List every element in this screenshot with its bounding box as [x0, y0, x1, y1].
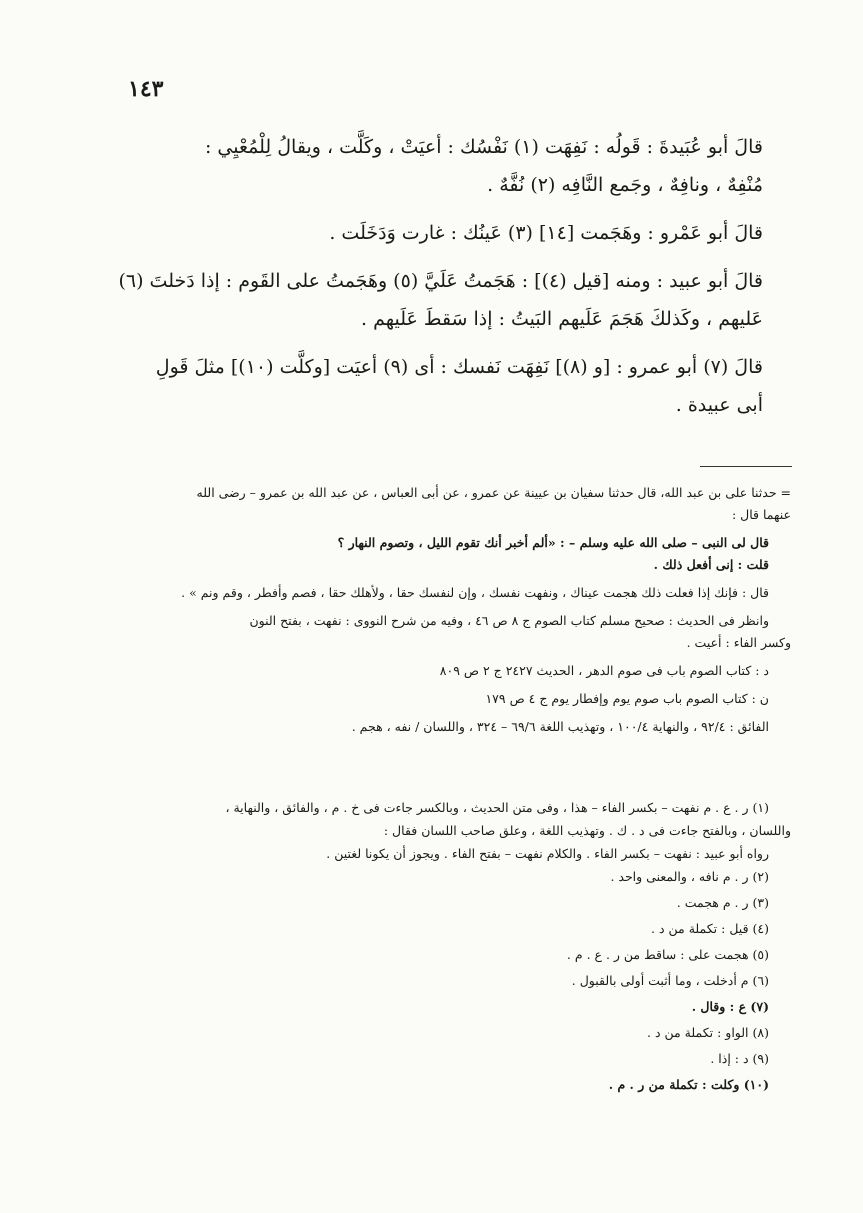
main-line: قالَ (٧) أبو عمرو : [و (٨)] نَفِهَت نَفسك : أى (٩) أعيَت [وكلَّت (١٠)] مثلَ قَولِ	[155, 356, 763, 378]
footnote-line: = حدثنا على بن عبد الله، قال حدثنا سفيان بن عيينة عن عمرو ، عن أبى العباس ، عن عبد الله بن عمرو – رضى الله	[196, 485, 791, 500]
main-line: عَليهم ، وكَذلكَ هَجَمَ عَلَيهم البَيتُ : إذا سَقطَ عَلَيهم .	[361, 308, 763, 330]
footnote-line: ن : كتاب الصوم باب صوم يوم وإفطار يوم ج ٤ ص ١٧٩	[485, 691, 769, 706]
variant-notes-block	[100, 796, 791, 1096]
note-line: (٦) م أدخلت ، وما أثبت أولى بالقبول .	[571, 973, 769, 988]
main-line: قالَ أبو عَمْرو : وهَجَمت [١٤] (٣) عَينُك : غارت وَدَخَلَت .	[329, 222, 763, 244]
footnote-line: وكسر الفاء : أعيت .	[686, 635, 791, 650]
note-line: واللسان ، وبالفتح جاءت فى د . ك . وتهذيب اللغة ، وعلق صاحب اللسان فقال :	[383, 823, 791, 838]
footnote-line: وانظر فى الحديث : صحيح مسلم كتاب الصوم ج ٨ ص ٤٦ ، وفيه من شرح النووى : نفهت ، بفتح النون	[249, 613, 769, 628]
note-line: (٥) هجمت على : ساقط من ر . ع . م .	[566, 947, 769, 962]
main-line: أبى عبيدة .	[675, 394, 763, 416]
hadith-footnote-block	[100, 482, 791, 738]
footnote-line: قال : فإنك إذا فعلت ذلك هجمت عيناك ، ونفهت نفسك ، وإن لنفسك حقا ، ولأهلك حقا ، فصم وأفطر ، وقم ونم » .	[181, 585, 769, 600]
note-line: (١) ر . ع . م نفهت – بكسر الفاء – هذا ، وفى متن الحديث ، وبالكسر جاءت فى خ . م ، والفائق ، والنهاية ،	[225, 800, 769, 815]
footnote-line: عنهما قال :	[731, 507, 791, 522]
main-line: قالَ أبو عُبَيدةَ : قَولُه : نَفِهَت (١) نَفْسُك : أعيَتْ ، وكَلَّت ، ويقالُ لِلْمُعْيِي :	[204, 136, 763, 158]
main-text-block	[100, 128, 763, 424]
note-line: رواه أبو عبيد : نفهت – بكسر الفاء . والكلام نفهت – بفتح الفاء . ويجوز أن يكونا لغتين .	[326, 846, 769, 861]
note-line: (٧) ع : وقال .	[691, 999, 769, 1014]
main-line: قالَ أبو عبيد : ومنه [قيل (٤)] : هَجَمتُ عَلَيَّ (٥) وهَجَمتُ على القَوم : إذا دَخلتَ (٦)	[118, 270, 763, 292]
note-line: (٤) قيل : تكملة من د .	[651, 921, 769, 936]
note-line: (٢) ر . م نافه ، والمعنى واحد .	[610, 869, 769, 884]
footnote-divider	[700, 466, 792, 467]
note-line: (٩) د : إذا .	[710, 1051, 769, 1066]
note-line: (١٠) وكلت : تكملة من ر . م .	[608, 1077, 769, 1092]
note-line: (٣) ر . م هجمت .	[676, 895, 769, 910]
main-line: مُنْفِهٌ ، ونافِهٌ ، وجَمع النَّافِه (٢) نُفَّهٌ .	[487, 174, 763, 196]
footnote-line: قلت : إنى أفعل ذلك .	[653, 557, 769, 572]
page-number: ١٤٣	[128, 76, 164, 102]
footnote-line: الفائق : ٩٢/٤ ، والنهاية ١٠٠/٤ ، وتهذيب اللغة ٦٩/٦ – ٣٢٤ ، واللسان / نفه ، هجم .	[351, 719, 769, 734]
footnote-line: د : كتاب الصوم باب فى صوم الدهر ، الحديث ٢٤٢٧ ج ٢ ص ٨٠٩	[439, 663, 769, 678]
footnote-line: قال لى النبى – صلى الله عليه وسلم – : «ألم أخبر أنك تقوم الليل ، وتصوم النهار ؟	[337, 535, 769, 550]
note-line: (٨) الواو : تكملة من د .	[647, 1025, 769, 1040]
